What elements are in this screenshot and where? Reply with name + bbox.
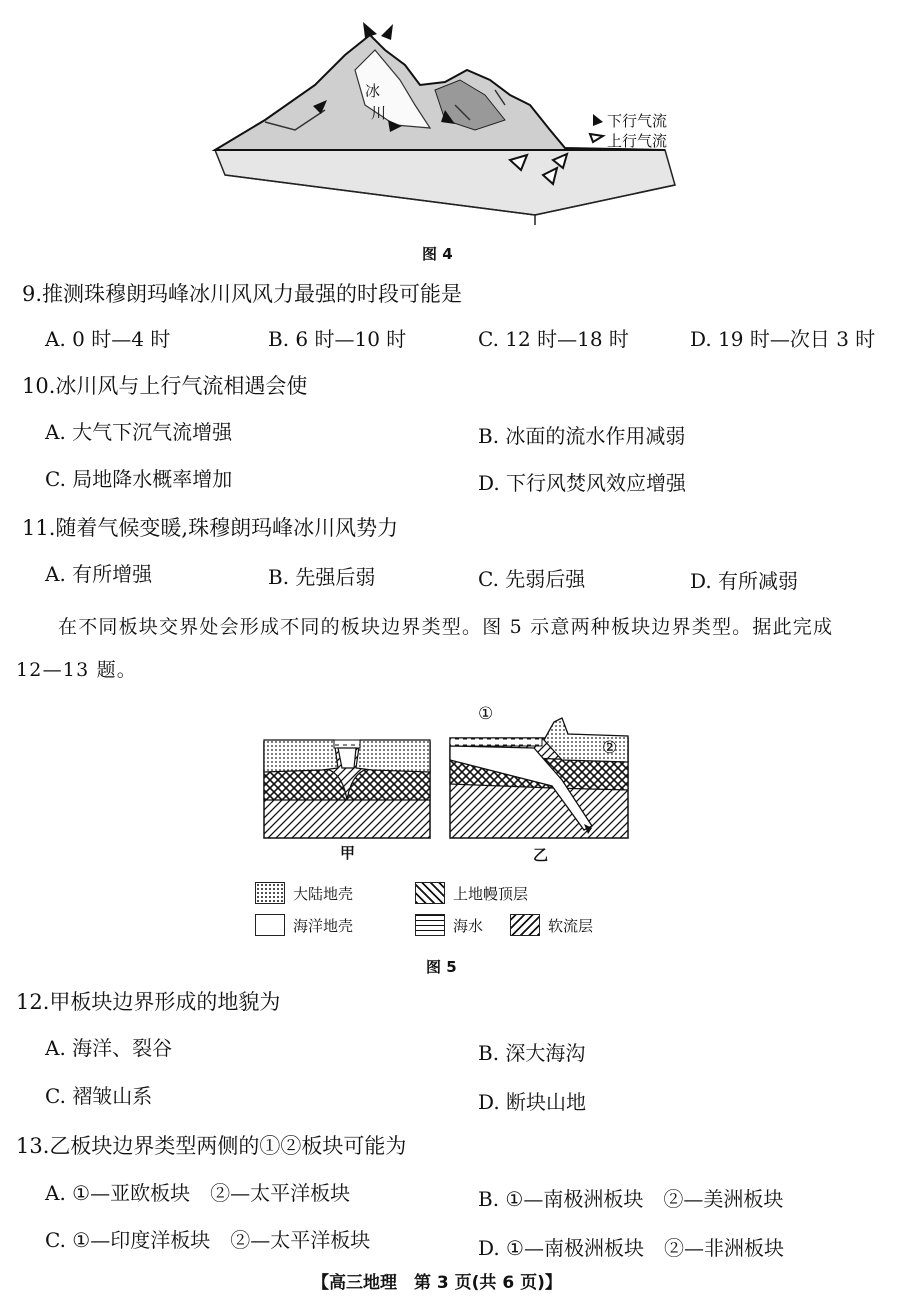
q10-option-a: A. 大气下沉气流增强 (45, 420, 233, 444)
legend-continental-crust-label: 大陆地壳 (293, 884, 354, 903)
legend-oceanic-crust-label: 海洋地壳 (293, 916, 354, 935)
figure-5-marker-2: ② (602, 738, 618, 758)
legend-down-airflow: 下行气流 (607, 112, 668, 130)
question-13: 13.乙板块边界类型两侧的①②板块可能为 (16, 1134, 407, 1158)
q9-option-c: C. 12 时—18 时 (478, 327, 629, 351)
legend-upper-mantle-label: 上地幔顶层 (453, 884, 529, 903)
q13-option-d: D. ①—南极洲板块 ②—非洲板块 (478, 1236, 784, 1260)
q9-option-b: B. 6 时—10 时 (268, 327, 407, 351)
question-9: 9.推测珠穆朗玛峰冰川风风力最强的时段可能是 (22, 282, 463, 306)
legend-seawater-label: 海水 (453, 916, 484, 935)
q13-option-b: B. ①—南极洲板块 ②—美洲板块 (478, 1187, 784, 1211)
figure-4-caption: 图 4 (422, 245, 453, 263)
q9-option-a: A. 0 时—4 时 (45, 327, 171, 351)
question-12: 12.甲板块边界形成的地貌为 (16, 990, 281, 1014)
legend-continental-crust (255, 882, 353, 904)
q13-option-c: C. ①—印度洋板块 ②—太平洋板块 (45, 1228, 371, 1252)
page-footer: 【高三地理 第 3 页(共 6 页)】 (312, 1273, 562, 1293)
figure-5-label-jia: 甲 (340, 844, 356, 862)
q10-option-c: C. 局地降水概率增加 (45, 467, 233, 491)
crosshatch-swatch-icon (415, 882, 445, 904)
q13-option-a: A. ①—亚欧板块 ②—太平洋板块 (45, 1181, 351, 1205)
q11-option-c: C. 先弱后强 (478, 567, 586, 591)
diagonal-swatch-icon (510, 914, 540, 936)
legend-oceanic-crust (255, 914, 353, 936)
q12-option-c: C. 褶皱山系 (45, 1084, 153, 1108)
q12-option-d: D. 断块山地 (478, 1090, 587, 1114)
q11-option-d: D. 有所减弱 (690, 569, 799, 593)
glacier-label-2: 川 (371, 104, 387, 122)
intro-line-1: 在不同板块交界处会形成不同的板块边界类型。图 5 示意两种板块边界类型。据此完成 (58, 616, 834, 638)
legend-asthenosphere (510, 914, 593, 936)
q10-option-d: D. 下行风焚风效应增强 (478, 471, 687, 495)
legend-asthenosphere-label: 软流层 (548, 916, 594, 935)
figure-5-marker-1: ① (478, 704, 494, 724)
figure-5-diagram (262, 700, 632, 840)
q12-option-a: A. 海洋、裂谷 (45, 1036, 173, 1060)
q12-option-b: B. 深大海沟 (478, 1041, 586, 1065)
figure-5-label-yi: 乙 (533, 846, 549, 864)
dotted-swatch-icon (255, 882, 285, 904)
block-yi (450, 718, 628, 838)
legend-up-airflow: 上行气流 (607, 132, 668, 150)
q11-option-a: A. 有所增强 (45, 562, 153, 586)
q11-option-b: B. 先强后弱 (268, 565, 376, 589)
blank-swatch-icon (255, 914, 285, 936)
block-jia (264, 740, 430, 838)
q10-option-b: B. 冰面的流水作用减弱 (478, 424, 686, 448)
q9-option-d: D. 19 时—次日 3 时 (690, 327, 876, 351)
legend-upper-mantle (415, 882, 528, 904)
figure-4 (205, 10, 685, 235)
dashed-swatch-icon (415, 914, 445, 936)
figure-5-caption: 图 5 (426, 958, 457, 976)
glacier-label-1: 冰 (365, 82, 381, 100)
legend-seawater (415, 914, 483, 936)
question-11: 11.随着气候变暖,珠穆朗玛峰冰川风势力 (22, 516, 399, 540)
intro-line-2: 12—13 题。 (16, 659, 137, 681)
question-10: 10.冰川风与上行气流相遇会使 (22, 374, 308, 398)
